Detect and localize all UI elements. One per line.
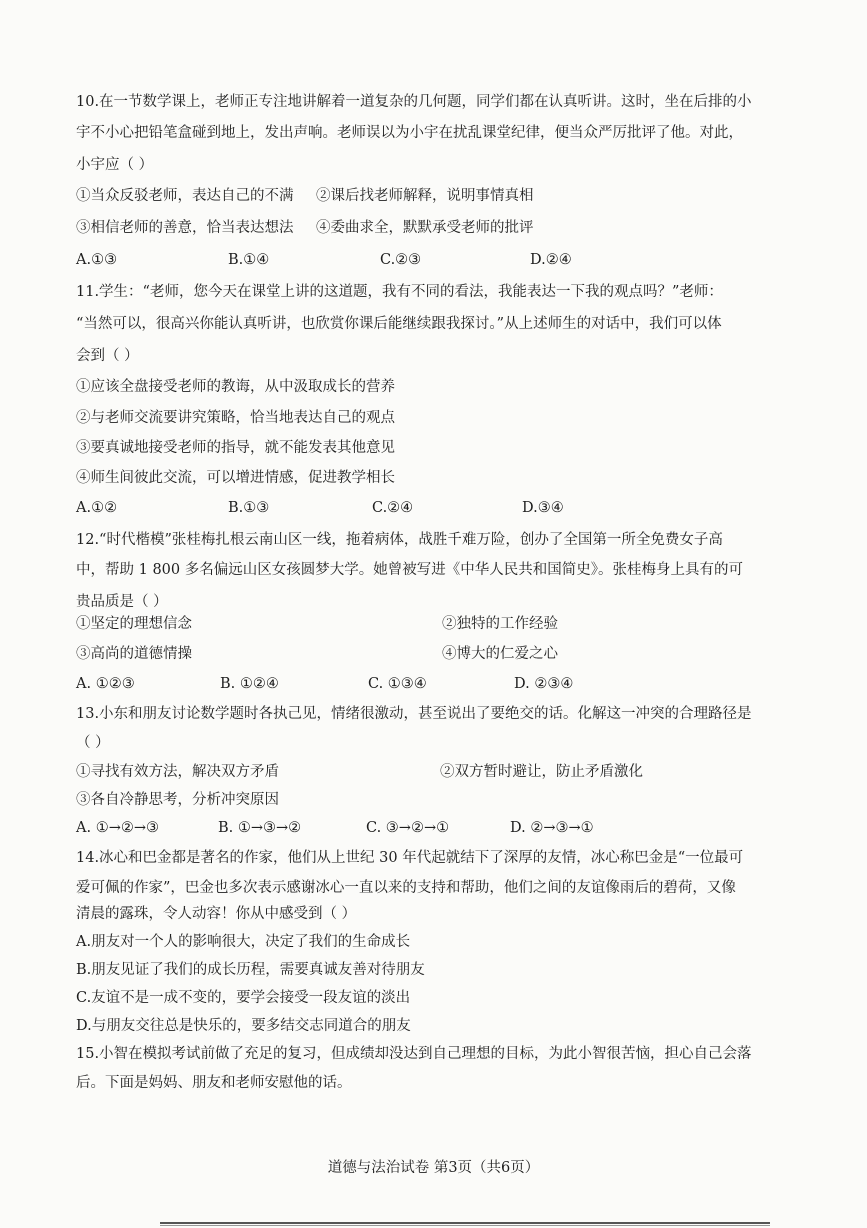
q10-statement-2: ②课后找老师解释，说明事情真相 xyxy=(316,188,534,204)
page-footer: 道德与法治试卷 第3页（共6页） xyxy=(327,1160,540,1176)
q10-option-a: A.①③ xyxy=(76,252,118,268)
q13-statement-1: ①寻找有效方法，解决双方矛盾 xyxy=(76,764,279,780)
q13-option-d: D. ②→③→① xyxy=(510,820,594,836)
question-14-line-3: 清晨的露珠，令人动容！你从中感受到（ ） xyxy=(76,906,357,922)
question-10-line-3: 小宇应（ ） xyxy=(76,157,154,173)
q10-statement-3: ③相信老师的善意，恰当表达想法 xyxy=(76,220,294,236)
q12-option-c: C. ①③④ xyxy=(368,676,427,692)
q13-statement-2: ②双方暂时避让，防止矛盾激化 xyxy=(440,764,643,780)
question-10-line-2: 宇不小心把铅笔盒碰到地上，发出声响。老师误以为小宇在扰乱课堂纪律，便当众严厉批评了他。对此， xyxy=(76,125,743,141)
q12-statement-4: ④博大的仁爱之心 xyxy=(442,646,558,662)
question-15-line-1: 15.小智在模拟考试前做了充足的复习，但成绩却没达到自己理想的目标，为此小智很苦恼，担心自己会落 xyxy=(76,1046,752,1062)
q13-option-b: B. ①→③→② xyxy=(218,820,302,836)
bottom-rule xyxy=(160,1222,770,1224)
q11-option-d: D.③④ xyxy=(522,500,564,516)
q12-statement-3: ③高尚的道德情操 xyxy=(76,646,192,662)
q13-option-a: A. ①→②→③ xyxy=(76,820,159,836)
question-13-line-1: 13.小东和朋友讨论数学题时各执己见，情绪很激动，甚至说出了要绝交的话。化解这一冲突的合理路径是 xyxy=(76,706,752,722)
q10-option-b: B.①④ xyxy=(228,252,270,268)
q11-statement-2: ②与老师交流要讲究策略，恰当地表达自己的观点 xyxy=(76,410,395,426)
q14-option-c: C.友谊不是一成不变的，要学会接受一段友谊的淡出 xyxy=(76,990,411,1006)
question-13-line-2: （ ） xyxy=(76,735,110,751)
bottom-rule-secondary xyxy=(160,1225,770,1226)
q12-option-a: A. ①②③ xyxy=(76,676,135,692)
question-15-line-2: 后。下面是妈妈、朋友和老师安慰他的话。 xyxy=(76,1075,352,1091)
q11-statement-3: ③要真诚地接受老师的指导，就不能发表其他意见 xyxy=(76,440,395,456)
q10-statement-4: ④委曲求全，默默承受老师的批评 xyxy=(316,220,534,236)
question-11-line-2: “当然可以，很高兴你能认真听讲，也欣赏你课后能继续跟我探讨。”从上述师生的对话中，我们可以体 xyxy=(76,316,722,332)
q14-option-b: B.朋友见证了我们的成长历程，需要真诚友善对待朋友 xyxy=(76,962,425,978)
q10-option-d: D.②④ xyxy=(530,252,572,268)
question-14-line-1: 14.冰心和巴金都是著名的作家，他们从上世纪 30 年代起就结下了深厚的友情，冰心称巴金是“一位最可 xyxy=(76,850,744,866)
question-14-line-2: 爱可佩的作家”，巴金也多次表示感谢冰心一直以来的支持和帮助，他们之间的友谊像雨后的碧荷，又像 xyxy=(76,880,736,896)
question-10-line-1: 10.在一节数学课上，老师正专注地讲解着一道复杂的几何题，同学们都在认真听讲。这时，坐在后排的小 xyxy=(76,94,752,110)
question-12-line-2: 中，帮助 1 800 多名偏远山区女孩圆梦大学。她曾被写进《中华人民共和国简史》。张桂梅身上具有的可 xyxy=(76,562,743,578)
q11-option-a: A.①② xyxy=(76,500,118,516)
q13-statement-3: ③各自冷静思考，分析冲突原因 xyxy=(76,792,279,808)
question-12-line-1: 12.“时代楷模”张桂梅扎根云南山区一线，拖着病体，战胜千难万险，创办了全国第一所全免费女子高 xyxy=(76,532,723,548)
q11-statement-4: ④师生间彼此交流，可以增进情感，促进教学相长 xyxy=(76,470,395,486)
q11-option-b: B.①③ xyxy=(228,500,270,516)
q12-option-d: D. ②③④ xyxy=(514,676,574,692)
q10-statement-1: ①当众反驳老师，表达自己的不满 xyxy=(76,188,294,204)
q14-option-a: A.朋友对一个人的影响很大，决定了我们的生命成长 xyxy=(76,934,411,950)
q11-statement-1: ①应该全盘接受老师的教诲，从中汲取成长的营养 xyxy=(76,379,395,395)
q12-statement-2: ②独特的工作经验 xyxy=(442,616,558,632)
q13-option-c: C. ③→②→① xyxy=(366,820,450,836)
question-11-line-3: 会到（ ） xyxy=(76,348,139,364)
question-12-line-3: 贵品质是（ ） xyxy=(76,594,168,610)
question-11-line-1: 11.学生：“老师，您今天在课堂上讲的这道题，我有不同的看法，我能表达一下我的观点吗？”老师： xyxy=(76,284,723,300)
q14-option-d: D.与朋友交往总是快乐的，要多结交志同道合的朋友 xyxy=(76,1018,411,1034)
q11-option-c: C.②④ xyxy=(372,500,414,516)
q10-option-c: C.②③ xyxy=(380,252,422,268)
q12-statement-1: ①坚定的理想信念 xyxy=(76,616,192,632)
q12-option-b: B. ①②④ xyxy=(220,676,279,692)
